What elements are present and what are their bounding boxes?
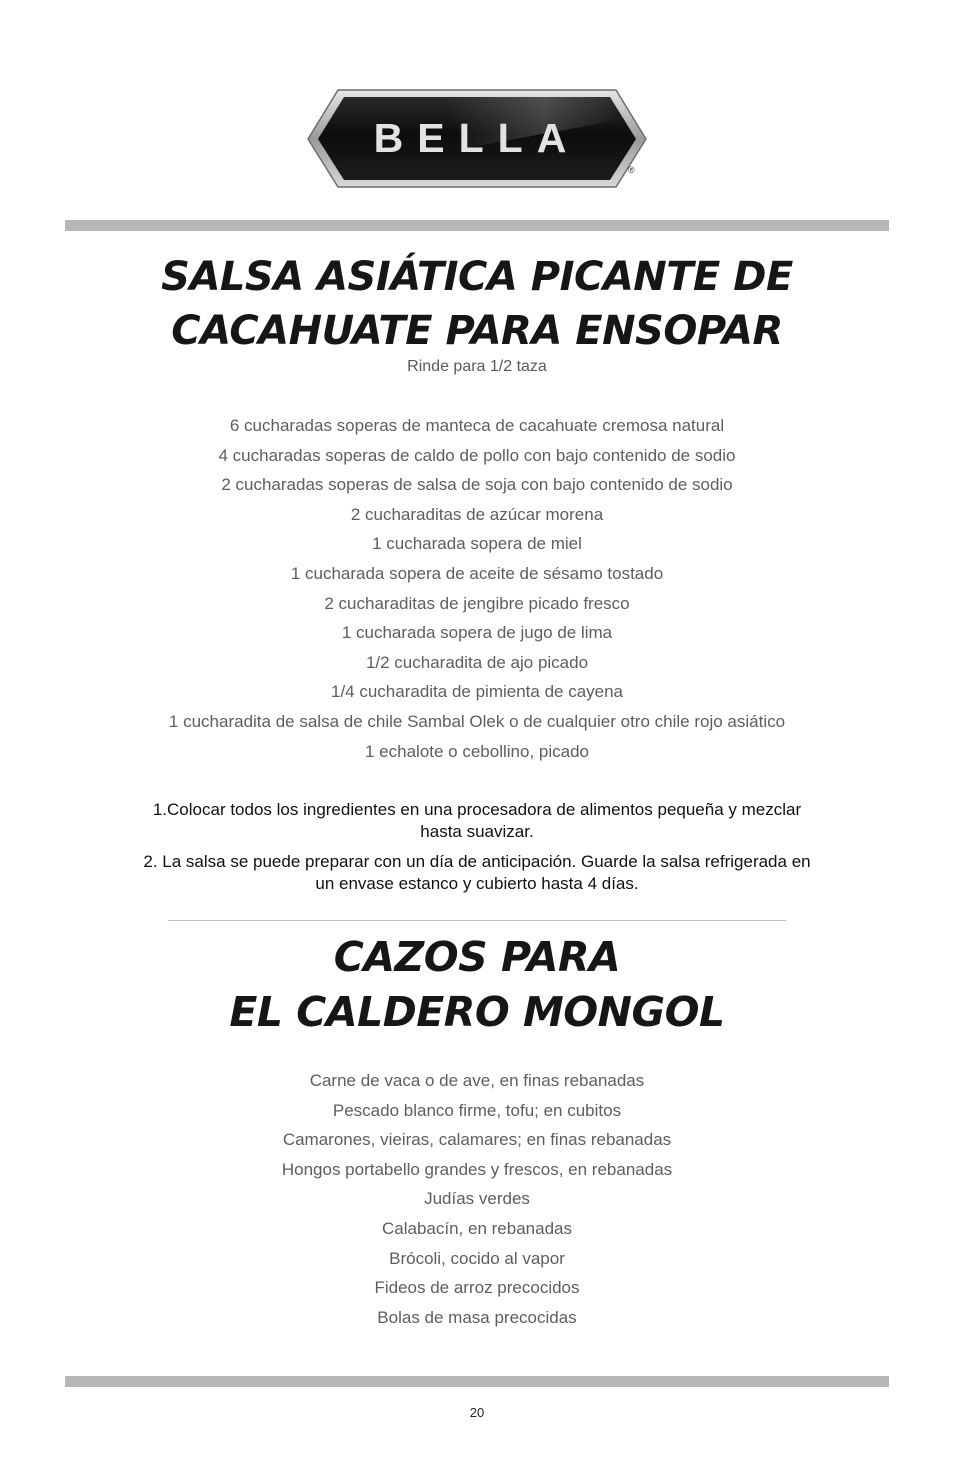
ingredient-item: 4 cucharadas soperas de caldo de pollo con bajo contenido de sodio	[218, 445, 736, 465]
ingredient-list	[0, 411, 954, 766]
recipe2-title-line: CAZOS PARA	[333, 933, 621, 981]
ingredient-item: 1 cucharada sopera de miel	[372, 534, 582, 554]
dipper-item: Camarones, vieiras, calamares; en finas rebanadas	[282, 1130, 672, 1150]
ingredient-item: 1/4 cucharadita de pimienta de cayena	[330, 682, 624, 702]
ingredient-item: 2 cucharaditas de azúcar morena	[350, 504, 604, 524]
recipe1-title-line: SALSA ASIÁTICA PICANTE DE	[161, 254, 793, 300]
ingredient-item: 1 cucharada sopera de aceite de sésamo tostado	[290, 563, 664, 583]
dipper-item: Brócoli, cocido al vapor	[389, 1248, 565, 1268]
ingredient-item: 1/2 cucharadita de ajo picado	[365, 652, 589, 672]
dipper-item: Bolas de masa precocidas	[377, 1307, 577, 1327]
instruction-step: 2. La salsa se puede preparar con un día de anticipación. Guarde la salsa refrigerada en un envase estanco y cubierto hasta 4 días.	[143, 852, 811, 893]
registered-mark: ®	[628, 165, 635, 175]
ingredient-item: 1 cucharada sopera de jugo de lima	[341, 623, 613, 643]
dipper-item: Calabacín, en rebanadas	[382, 1218, 572, 1238]
recipe2-title-line: EL CALDERO MONGOL	[229, 988, 725, 1036]
dipper-item: Pescado blanco firme, tofu; en cubitos	[332, 1100, 622, 1120]
logo-wordmark: BELLA	[373, 115, 581, 161]
ingredient-item: 1 echalote o cebollino, picado	[365, 741, 589, 761]
dipper-item: Judías verdes	[424, 1189, 530, 1209]
recipe2-title	[0, 930, 954, 1040]
ingredient-item: 1 cucharadita de salsa de chile Sambal Olek o de cualquier otro chile rojo asiático	[168, 711, 786, 731]
ingredient-item: 2 cucharaditas de jengibre picado fresco	[324, 593, 630, 613]
page-number: 20	[469, 1405, 485, 1420]
top-divider-bar	[65, 220, 889, 231]
recipe1-title-line: CACAHUATE PARA ENSOPAR	[171, 308, 783, 354]
recipe1-title	[0, 250, 954, 358]
ingredient-item: 2 cucharadas soperas de salsa de soja con bajo contenido de sodio	[221, 475, 733, 495]
dipper-list	[0, 1066, 954, 1332]
dipper-item: Carne de vaca o de ave, en finas rebanadas	[309, 1071, 645, 1090]
recipe1-yield: Rinde para 1/2 taza	[407, 358, 547, 375]
instruction-step: 1.Colocar todos los ingredientes en una procesadora de alimentos pequeña y mezclar hasta suavizar.	[152, 800, 802, 841]
bella-logo	[306, 88, 648, 190]
dipper-item: Fideos de arroz precocidos	[374, 1278, 580, 1298]
section-divider	[168, 920, 786, 921]
dipper-item: Hongos portabello grandes y frescos, en rebanadas	[281, 1159, 673, 1179]
bottom-divider-bar	[65, 1376, 889, 1387]
ingredient-item: 6 cucharadas soperas de manteca de cacahuate cremosa natural	[229, 416, 725, 435]
